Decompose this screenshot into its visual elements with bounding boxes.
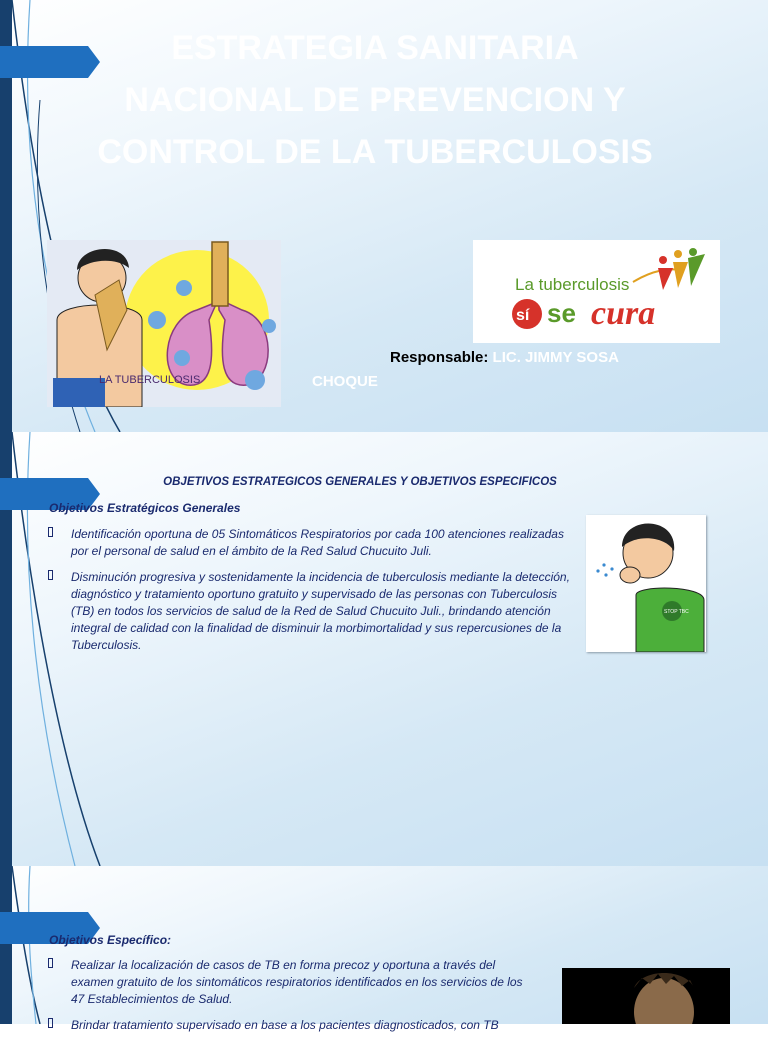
bullet-square-icon (48, 570, 53, 580)
objetivos-generales-heading: Objetivos Estratégicos Generales (49, 501, 241, 515)
list-item-text: Realizar la localización de casos de TB en forma precoz y oportuna a través del examen gratuito de los sintomáticos respiratorios identificados en los servicios de los 47 Establecimientos de Salud. (71, 958, 523, 1006)
la-tuberculosis-si-se-cura-logo (473, 240, 720, 343)
bullet-square-icon (48, 527, 53, 537)
objetivos-generales-list (48, 526, 578, 663)
list-item (48, 957, 538, 1008)
list-item-text: Brindar tratamiento supervisado en base a los pacientes diagnosticados, con TB (71, 1018, 499, 1032)
logo-text-la-tuberculosis: La tuberculosis (515, 275, 630, 294)
bullet-square-icon (48, 1018, 53, 1028)
logo-text-se: se (547, 298, 576, 328)
tuberculosis-cartoon-image (47, 240, 281, 407)
logo-text-cura: cura (591, 295, 656, 332)
list-item (48, 569, 578, 654)
objetivos-especificos-heading: Objetivos Específico: (49, 933, 172, 947)
slide-title-text: ESTRATEGIA SANITARIA NACIONAL DE PREVENCION Y CONTROL DE LA TUBERCULOSIS (97, 29, 653, 171)
patient-illustration-image (562, 968, 730, 1024)
logo-text-si: sí (516, 307, 530, 324)
responsable-name: LIC. JIMMY SOSA CHOQUE (312, 349, 619, 390)
section-heading: OBJETIVOS ESTRATEGICOS GENERALES Y OBJETIVOS ESPECIFICOS (163, 476, 557, 488)
shirt-text: STOP TBC (664, 609, 689, 615)
list-item-text: Identificación oportuna de 05 Sintomáticos Respiratorios por cada 100 atenciones realizadas por el personal de salud en el ámbito de la Red Salud Chucuito Juli. (71, 527, 564, 558)
slide-title (0, 0, 768, 432)
cartoon-caption: LA TUBERCULOSIS (99, 374, 201, 386)
responsable-label: Responsable: (390, 349, 489, 366)
responsable-line (312, 346, 652, 394)
objetivos-especificos-list (48, 957, 538, 1043)
list-item-text: Disminución progresiva y sostenidamente la incidencia de tuberculosis mediante la detección, diagnóstico y tratamiento oportuno gratuito y supervisado de las personas con Tuberculosis (TB) en todos los servicios de salud de la Red de Salud Chucuito Juli., brindando atención integral de calidad con la finalidad de disminuir la morbimortalidad y sus repercusiones de la Tuberculosis. (71, 570, 570, 652)
bullet-square-icon (48, 958, 53, 968)
coughing-boy-image (586, 515, 706, 652)
list-item (48, 1017, 538, 1034)
list-item (48, 526, 578, 560)
